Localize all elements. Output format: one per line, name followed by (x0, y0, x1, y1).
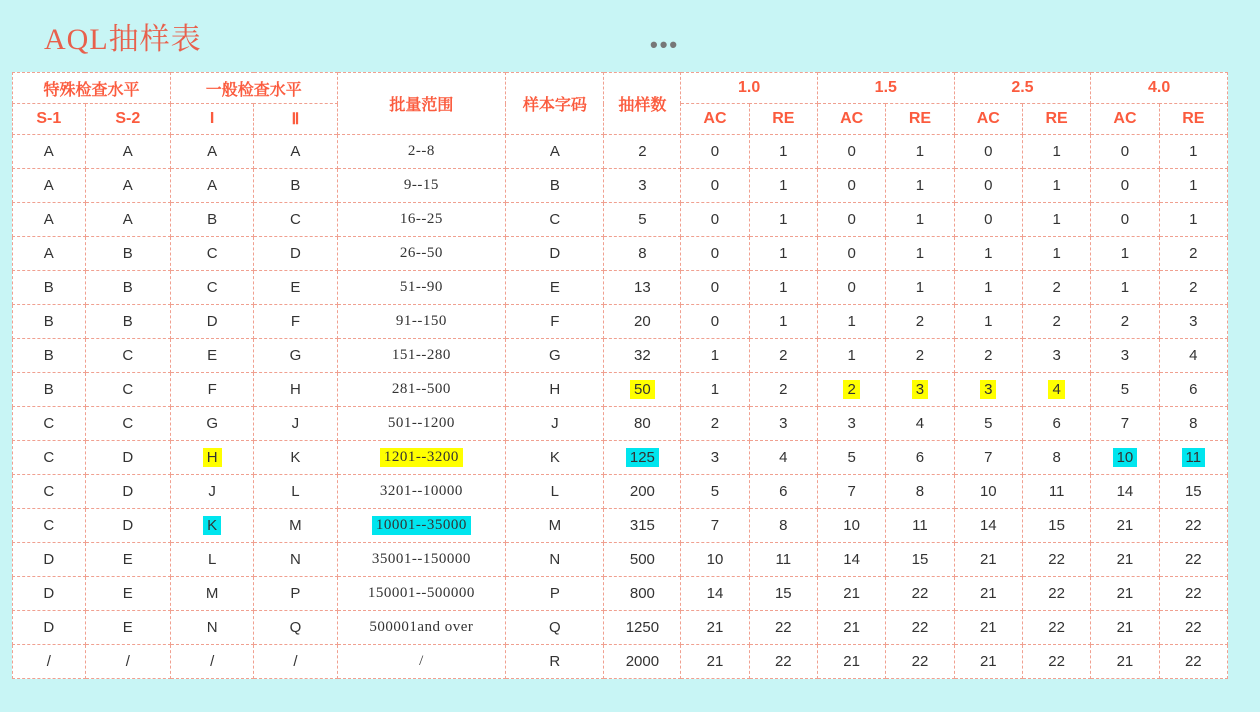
cell-re-4: 2 (1159, 271, 1227, 305)
table-row (13, 509, 1228, 543)
cell-re-4: 1 (1159, 135, 1227, 169)
cell-s1: C (13, 407, 86, 441)
cell-s1: A (13, 169, 86, 203)
cell-level-i: B (171, 203, 254, 237)
cell-level-i: J (171, 475, 254, 509)
table-row (13, 237, 1228, 271)
cell-ac-2: 10 (817, 509, 885, 543)
cell-ac-3: 21 (954, 543, 1022, 577)
highlight-mark: 10001--35000 (372, 516, 471, 535)
cell-ac-2: 7 (817, 475, 885, 509)
cell-re-2: 8 (886, 475, 954, 509)
cell-ac-4: 21 (1091, 645, 1159, 679)
highlight-mark: 11 (1182, 448, 1206, 467)
header-ac-3: AC (954, 104, 1022, 135)
highlight-mark: H (203, 448, 222, 467)
cell-ac-1: 10 (681, 543, 749, 577)
cell-re-2: 1 (886, 237, 954, 271)
cell-re-2: 15 (886, 543, 954, 577)
cell-re-1: 22 (749, 611, 817, 645)
table-row (13, 611, 1228, 645)
header-level-s1: S-1 (13, 104, 86, 135)
cell-ac-3: 5 (954, 407, 1022, 441)
header-aql-1.5: 1.5 (817, 73, 954, 104)
cell-ac-1: 2 (681, 407, 749, 441)
page-title: AQL抽样表 (44, 23, 202, 56)
header-batch-range: 批量范围 (337, 73, 506, 135)
cell-s2: A (85, 169, 170, 203)
ellipsis-marker: ••• (650, 32, 680, 57)
cell-re-4 (1159, 441, 1227, 475)
cell-level-ii: F (254, 305, 337, 339)
cell-re-1: 8 (749, 509, 817, 543)
cell-sample-size: 315 (604, 509, 681, 543)
aql-table-container (12, 72, 1228, 679)
cell-s2: D (85, 441, 170, 475)
cell-ac-2: 0 (817, 237, 885, 271)
cell-level-ii: A (254, 135, 337, 169)
cell-s1: B (13, 339, 86, 373)
cell-ac-2: 21 (817, 577, 885, 611)
cell-re-1: 1 (749, 305, 817, 339)
cell-re-4: 3 (1159, 305, 1227, 339)
cell-re-4: 15 (1159, 475, 1227, 509)
table-row (13, 169, 1228, 203)
cell-level-ii: E (254, 271, 337, 305)
cell-sample-size: 32 (604, 339, 681, 373)
cell-level-ii: D (254, 237, 337, 271)
cell-s2: E (85, 543, 170, 577)
cell-ac-3: 1 (954, 237, 1022, 271)
header-aql-1.0: 1.0 (681, 73, 818, 104)
header-general-level-group: 一般检查水平 (171, 73, 338, 104)
cell-batch-range: 2--8 (337, 135, 506, 169)
cell-ac-3: 21 (954, 645, 1022, 679)
table-row (13, 407, 1228, 441)
cell-ac-3: 0 (954, 203, 1022, 237)
cell-ac-2: 0 (817, 271, 885, 305)
cell-ac-2: 0 (817, 169, 885, 203)
cell-re-2: 1 (886, 271, 954, 305)
cell-re-2: 1 (886, 169, 954, 203)
cell-re-1: 2 (749, 339, 817, 373)
cell-level-ii: / (254, 645, 337, 679)
cell-level-ii: H (254, 373, 337, 407)
cell-batch-range: 91--150 (337, 305, 506, 339)
cell-ac-1: 21 (681, 611, 749, 645)
cell-re-4: 22 (1159, 509, 1227, 543)
cell-ac-2: 1 (817, 339, 885, 373)
cell-ac-4 (1091, 441, 1159, 475)
cell-re-3: 22 (1022, 577, 1090, 611)
cell-re-1: 1 (749, 169, 817, 203)
cell-re-2: 6 (886, 441, 954, 475)
header-level-ii: Ⅱ (254, 104, 337, 135)
cell-s2: C (85, 373, 170, 407)
cell-re-4: 22 (1159, 611, 1227, 645)
header-ac-1: AC (681, 104, 749, 135)
table-row (13, 339, 1228, 373)
cell-level-ii: P (254, 577, 337, 611)
cell-s2: C (85, 339, 170, 373)
cell-re-4: 22 (1159, 645, 1227, 679)
cell-ac-3: 21 (954, 611, 1022, 645)
cell-level-i (171, 441, 254, 475)
cell-sample-size: 8 (604, 237, 681, 271)
cell-batch-range: / (337, 645, 506, 679)
highlight-mark: 2 (843, 380, 859, 399)
cell-batch-range: 26--50 (337, 237, 506, 271)
cell-sample-size: 20 (604, 305, 681, 339)
cell-re-3: 22 (1022, 543, 1090, 577)
cell-re-2: 22 (886, 577, 954, 611)
cell-ac-4: 21 (1091, 577, 1159, 611)
cell-re-1: 4 (749, 441, 817, 475)
cell-sample-code: M (506, 509, 604, 543)
cell-level-i: E (171, 339, 254, 373)
cell-re-4: 4 (1159, 339, 1227, 373)
cell-s2: A (85, 203, 170, 237)
cell-sample-code: A (506, 135, 604, 169)
cell-re-1: 1 (749, 237, 817, 271)
cell-s1: C (13, 441, 86, 475)
cell-ac-4: 0 (1091, 135, 1159, 169)
cell-re-4: 8 (1159, 407, 1227, 441)
cell-s1: A (13, 135, 86, 169)
cell-level-ii: L (254, 475, 337, 509)
cell-level-i: G (171, 407, 254, 441)
cell-re-1: 1 (749, 203, 817, 237)
cell-ac-4: 0 (1091, 169, 1159, 203)
cell-level-i: N (171, 611, 254, 645)
cell-re-3: 2 (1022, 305, 1090, 339)
cell-sample-size: 200 (604, 475, 681, 509)
cell-re-2: 4 (886, 407, 954, 441)
cell-ac-1: 0 (681, 169, 749, 203)
cell-ac-1: 1 (681, 373, 749, 407)
cell-sample-code: Q (506, 611, 604, 645)
cell-sample-size: 2000 (604, 645, 681, 679)
cell-s1: C (13, 509, 86, 543)
cell-ac-1: 7 (681, 509, 749, 543)
cell-s1: A (13, 237, 86, 271)
cell-ac-1: 0 (681, 271, 749, 305)
cell-sample-code: H (506, 373, 604, 407)
cell-re-3: 22 (1022, 645, 1090, 679)
cell-ac-3: 0 (954, 169, 1022, 203)
highlight-mark: 3 (980, 380, 996, 399)
cell-level-i: C (171, 271, 254, 305)
cell-batch-range (337, 441, 506, 475)
cell-ac-2: 21 (817, 611, 885, 645)
cell-level-ii: Q (254, 611, 337, 645)
cell-re-3: 8 (1022, 441, 1090, 475)
cell-s1: / (13, 645, 86, 679)
cell-s2: A (85, 135, 170, 169)
cell-ac-4: 7 (1091, 407, 1159, 441)
cell-ac-4: 21 (1091, 543, 1159, 577)
cell-sample-code: K (506, 441, 604, 475)
table-row (13, 203, 1228, 237)
cell-re-3: 1 (1022, 169, 1090, 203)
cell-level-ii: M (254, 509, 337, 543)
cell-sample-code: E (506, 271, 604, 305)
cell-sample-size: 800 (604, 577, 681, 611)
cell-s2: D (85, 509, 170, 543)
header-sample-size: 抽样数 (604, 73, 681, 135)
cell-batch-range: 501--1200 (337, 407, 506, 441)
table-row (13, 135, 1228, 169)
highlight-mark: 4 (1048, 380, 1064, 399)
header-level-s2: S-2 (85, 104, 170, 135)
cell-level-ii: G (254, 339, 337, 373)
cell-re-3: 1 (1022, 135, 1090, 169)
table-row (13, 441, 1228, 475)
cell-s2: B (85, 237, 170, 271)
cell-re-3: 11 (1022, 475, 1090, 509)
header-level-i: I (171, 104, 254, 135)
table-row (13, 543, 1228, 577)
cell-re-1: 3 (749, 407, 817, 441)
header-re-3: RE (1022, 104, 1090, 135)
cell-sample-code: B (506, 169, 604, 203)
cell-level-i: A (171, 169, 254, 203)
cell-re-4: 22 (1159, 543, 1227, 577)
cell-sample-code: J (506, 407, 604, 441)
cell-s2: C (85, 407, 170, 441)
cell-re-2: 2 (886, 305, 954, 339)
table-row (13, 305, 1228, 339)
cell-s2: / (85, 645, 170, 679)
cell-s1: D (13, 611, 86, 645)
cell-ac-3: 0 (954, 135, 1022, 169)
cell-re-3: 1 (1022, 203, 1090, 237)
cell-level-i: F (171, 373, 254, 407)
header-aql-4.0: 4.0 (1091, 73, 1228, 104)
cell-ac-2: 14 (817, 543, 885, 577)
cell-ac-4: 21 (1091, 509, 1159, 543)
cell-re-3: 1 (1022, 237, 1090, 271)
cell-batch-range: 51--90 (337, 271, 506, 305)
highlight-mark: 3 (912, 380, 928, 399)
cell-ac-3: 10 (954, 475, 1022, 509)
cell-s1: B (13, 305, 86, 339)
cell-sample-size: 5 (604, 203, 681, 237)
cell-re-1: 1 (749, 135, 817, 169)
cell-ac-1: 0 (681, 135, 749, 169)
cell-sample-code: R (506, 645, 604, 679)
cell-level-ii: K (254, 441, 337, 475)
table-row (13, 271, 1228, 305)
table-row (13, 577, 1228, 611)
cell-sample-code: C (506, 203, 604, 237)
cell-re-4: 1 (1159, 203, 1227, 237)
highlight-mark: 1201--3200 (380, 448, 463, 467)
cell-ac-3: 2 (954, 339, 1022, 373)
aql-sampling-table (12, 72, 1228, 679)
cell-ac-3: 1 (954, 305, 1022, 339)
cell-s1: A (13, 203, 86, 237)
cell-batch-range (337, 509, 506, 543)
cell-batch-range: 3201--10000 (337, 475, 506, 509)
cell-batch-range: 150001--500000 (337, 577, 506, 611)
cell-re-4: 1 (1159, 169, 1227, 203)
cell-ac-1: 3 (681, 441, 749, 475)
cell-re-1: 15 (749, 577, 817, 611)
cell-re-3: 6 (1022, 407, 1090, 441)
header-re-2: RE (886, 104, 954, 135)
cell-sample-code: N (506, 543, 604, 577)
cell-sample-code: L (506, 475, 604, 509)
cell-re-1: 22 (749, 645, 817, 679)
cell-ac-1: 21 (681, 645, 749, 679)
cell-re-2: 2 (886, 339, 954, 373)
table-row (13, 475, 1228, 509)
cell-re-2: 11 (886, 509, 954, 543)
header-aql-2.5: 2.5 (954, 73, 1091, 104)
cell-level-i (171, 509, 254, 543)
cell-level-i: M (171, 577, 254, 611)
header-sample-code: 样本字码 (506, 73, 604, 135)
cell-sample-size: 2 (604, 135, 681, 169)
cell-s2: D (85, 475, 170, 509)
cell-level-i: D (171, 305, 254, 339)
cell-s1: B (13, 271, 86, 305)
cell-re-3: 2 (1022, 271, 1090, 305)
cell-ac-2 (817, 373, 885, 407)
cell-sample-size (604, 441, 681, 475)
cell-sample-size: 1250 (604, 611, 681, 645)
cell-level-ii: B (254, 169, 337, 203)
cell-re-2 (886, 373, 954, 407)
cell-sample-code: P (506, 577, 604, 611)
cell-ac-4: 2 (1091, 305, 1159, 339)
cell-sample-size: 3 (604, 169, 681, 203)
cell-re-1: 2 (749, 373, 817, 407)
highlight-mark: 125 (626, 448, 659, 467)
cell-ac-3: 1 (954, 271, 1022, 305)
cell-sample-code: G (506, 339, 604, 373)
cell-re-4: 22 (1159, 577, 1227, 611)
cell-re-1: 11 (749, 543, 817, 577)
cell-ac-2: 3 (817, 407, 885, 441)
table-row (13, 373, 1228, 407)
cell-ac-4: 21 (1091, 611, 1159, 645)
cell-level-ii: J (254, 407, 337, 441)
table-header-row-1 (13, 73, 1228, 104)
cell-level-i: A (171, 135, 254, 169)
cell-ac-3: 7 (954, 441, 1022, 475)
cell-level-i: C (171, 237, 254, 271)
cell-ac-4: 3 (1091, 339, 1159, 373)
aql-table-body (13, 73, 1228, 679)
cell-re-2: 22 (886, 645, 954, 679)
cell-re-2: 22 (886, 611, 954, 645)
cell-ac-1: 5 (681, 475, 749, 509)
cell-ac-2: 0 (817, 203, 885, 237)
cell-sample-size: 500 (604, 543, 681, 577)
cell-ac-3 (954, 373, 1022, 407)
header-ac-4: AC (1091, 104, 1159, 135)
highlight-mark: 50 (630, 380, 655, 399)
cell-ac-1: 0 (681, 305, 749, 339)
cell-level-i: L (171, 543, 254, 577)
cell-s2: E (85, 577, 170, 611)
cell-sample-size: 13 (604, 271, 681, 305)
cell-batch-range: 151--280 (337, 339, 506, 373)
cell-ac-1: 0 (681, 203, 749, 237)
cell-s1: D (13, 577, 86, 611)
cell-ac-4: 14 (1091, 475, 1159, 509)
cell-batch-range: 16--25 (337, 203, 506, 237)
cell-sample-code: D (506, 237, 604, 271)
header-re-1: RE (749, 104, 817, 135)
cell-sample-size: 80 (604, 407, 681, 441)
cell-batch-range: 500001and over (337, 611, 506, 645)
cell-re-1: 6 (749, 475, 817, 509)
cell-s2: B (85, 271, 170, 305)
cell-ac-3: 14 (954, 509, 1022, 543)
cell-ac-1: 0 (681, 237, 749, 271)
cell-re-3 (1022, 373, 1090, 407)
cell-s1: D (13, 543, 86, 577)
highlight-mark: K (203, 516, 221, 535)
highlight-mark: 10 (1113, 448, 1138, 467)
cell-s1: C (13, 475, 86, 509)
cell-level-ii: N (254, 543, 337, 577)
cell-ac-4: 5 (1091, 373, 1159, 407)
cell-s1: B (13, 373, 86, 407)
cell-level-ii: C (254, 203, 337, 237)
cell-ac-4: 0 (1091, 203, 1159, 237)
cell-s2: E (85, 611, 170, 645)
cell-re-4: 2 (1159, 237, 1227, 271)
cell-batch-range: 35001--150000 (337, 543, 506, 577)
cell-ac-2: 5 (817, 441, 885, 475)
cell-s2: B (85, 305, 170, 339)
cell-re-1: 1 (749, 271, 817, 305)
cell-ac-4: 1 (1091, 237, 1159, 271)
cell-re-3: 3 (1022, 339, 1090, 373)
cell-re-3: 22 (1022, 611, 1090, 645)
cell-re-4: 6 (1159, 373, 1227, 407)
cell-re-2: 1 (886, 203, 954, 237)
cell-ac-1: 14 (681, 577, 749, 611)
header-ac-2: AC (817, 104, 885, 135)
header-special-level-group: 特殊检查水平 (13, 73, 171, 104)
cell-re-3: 15 (1022, 509, 1090, 543)
cell-level-i: / (171, 645, 254, 679)
cell-batch-range: 9--15 (337, 169, 506, 203)
cell-batch-range: 281--500 (337, 373, 506, 407)
cell-sample-size (604, 373, 681, 407)
cell-re-2: 1 (886, 135, 954, 169)
header-re-4: RE (1159, 104, 1227, 135)
cell-ac-4: 1 (1091, 271, 1159, 305)
cell-ac-2: 0 (817, 135, 885, 169)
cell-ac-2: 21 (817, 645, 885, 679)
cell-ac-1: 1 (681, 339, 749, 373)
table-row (13, 645, 1228, 679)
cell-sample-code: F (506, 305, 604, 339)
cell-ac-2: 1 (817, 305, 885, 339)
cell-ac-3: 21 (954, 577, 1022, 611)
